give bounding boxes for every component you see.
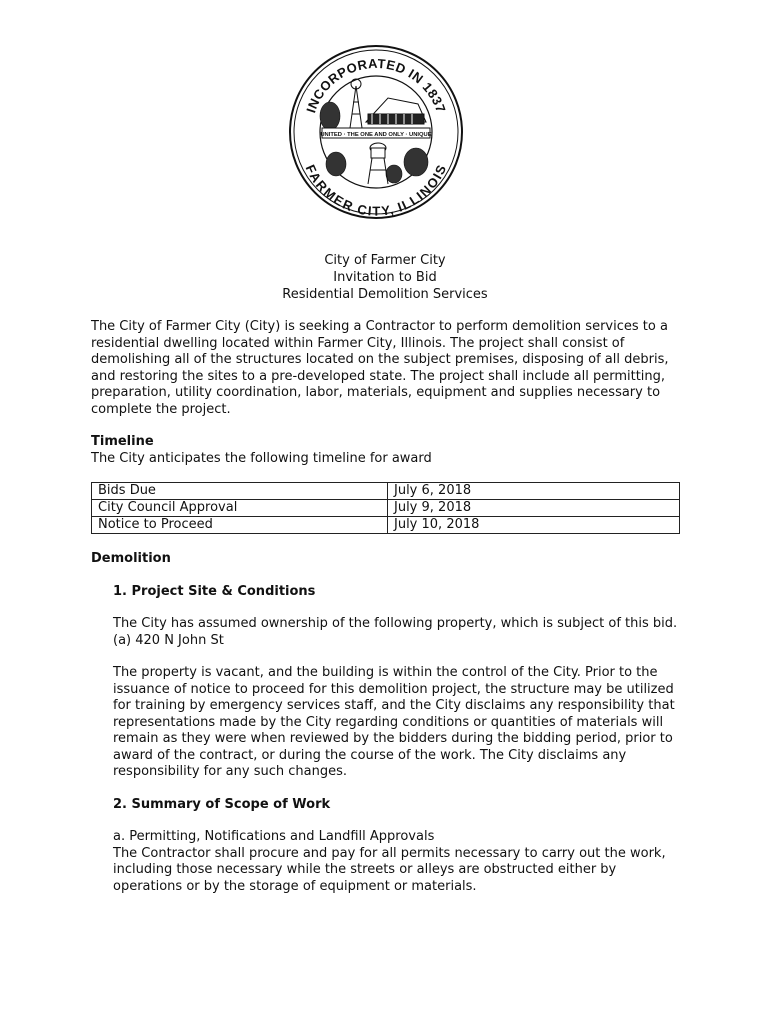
document-body <box>91 319 681 911</box>
section-1-property <box>113 616 681 649</box>
timeline-date: July 6, 2018 <box>388 483 680 500</box>
section-2-heading: 2. Summary of Scope of Work <box>113 796 331 812</box>
property-address: (a) 420 N John St <box>113 632 224 648</box>
header-invitation: Invitation to Bid <box>333 270 437 285</box>
header-city: City of Farmer City <box>324 253 446 268</box>
timeline-date: July 10, 2018 <box>388 517 680 534</box>
timeline-table <box>91 482 680 534</box>
intro-paragraph: The City of Farmer City (City) is seeking a Contractor to perform demolition services to a residential dwelling located within Farmer City, Illinois. The project shall consist of demolishing all of the structures located on the subject premises, disposing of all debris, and restoring the sites to a pre-developed state. The project shall include all permitting, preparation, utility coordination, labor, materials, equipment and supplies necessary to complete the project. <box>91 319 669 417</box>
header-service: Residential Demolition Services <box>282 287 488 302</box>
timeline-note: The City anticipates the following timeline for award <box>91 450 432 466</box>
table-row <box>92 483 680 500</box>
timeline-label: Bids Due <box>92 483 388 500</box>
section-1-heading: 1. Project Site & Conditions <box>113 583 316 599</box>
water-tower-icon <box>368 143 388 184</box>
seal-top-text: INCORPORATED IN 1837 <box>303 55 449 115</box>
barn-icon <box>366 98 426 124</box>
windmill-icon <box>350 79 362 128</box>
timeline-label: Notice to Proceed <box>92 517 388 534</box>
table-row <box>92 517 680 534</box>
section-1-paragraph: The City has assumed ownership of the following property, which is subject of this bid. <box>113 616 678 631</box>
section-2-subheading: a. Permitting, Notifications and Landfill Approvals <box>113 829 435 844</box>
section-1-conditions: The property is vacant, and the building is within the control of the City. Prior to the issuance of notice to proceed for this demolition project, the structure may be utilized for training by emergency services staff, and the City disclaims any responsibility that representations made by the City regarding conditions or quantities of materials will remain as they were when reviewed by the bidders during the bidding period, prior to award of the contract, or during the course of the work. The City disclaims any responsibility for any such changes. <box>113 665 675 779</box>
timeline-heading: Timeline <box>91 434 154 449</box>
demolition-heading: Demolition <box>91 551 171 566</box>
timeline-date: July 9, 2018 <box>388 500 680 517</box>
document-header <box>0 252 770 303</box>
seal-band-text: UNITED · THE ONE AND ONLY · UNIQUE <box>320 132 432 138</box>
seal-bottom-text: FARMER CITY, ILLINOIS <box>302 162 450 219</box>
svg-text:FARMER CITY, ILLINOIS <box>303 162 450 218</box>
table-row <box>92 500 680 517</box>
city-seal-logo <box>288 44 464 220</box>
timeline-label: City Council Approval <box>92 500 388 517</box>
section-2-paragraph: The Contractor shall procure and pay for all permits necessary to carry out the work, including those necessary while the streets or alleys are obstructed either by operations or by the storage of equipment or materials. <box>113 845 666 894</box>
section-2-permitting <box>113 829 681 895</box>
